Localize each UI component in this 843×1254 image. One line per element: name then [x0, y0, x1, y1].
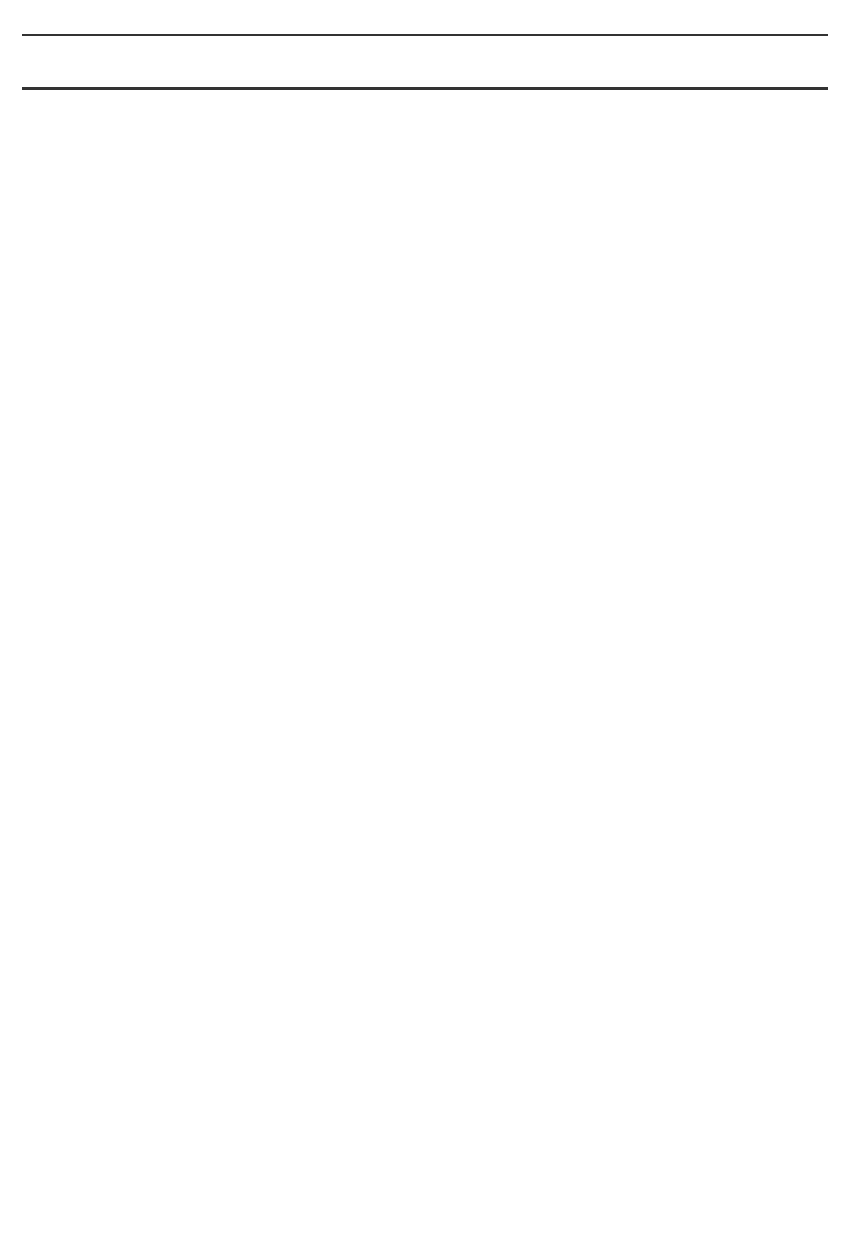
masthead-top-rule [22, 34, 828, 36]
masthead-bottom-rule [22, 87, 828, 90]
masthead [22, 38, 828, 86]
